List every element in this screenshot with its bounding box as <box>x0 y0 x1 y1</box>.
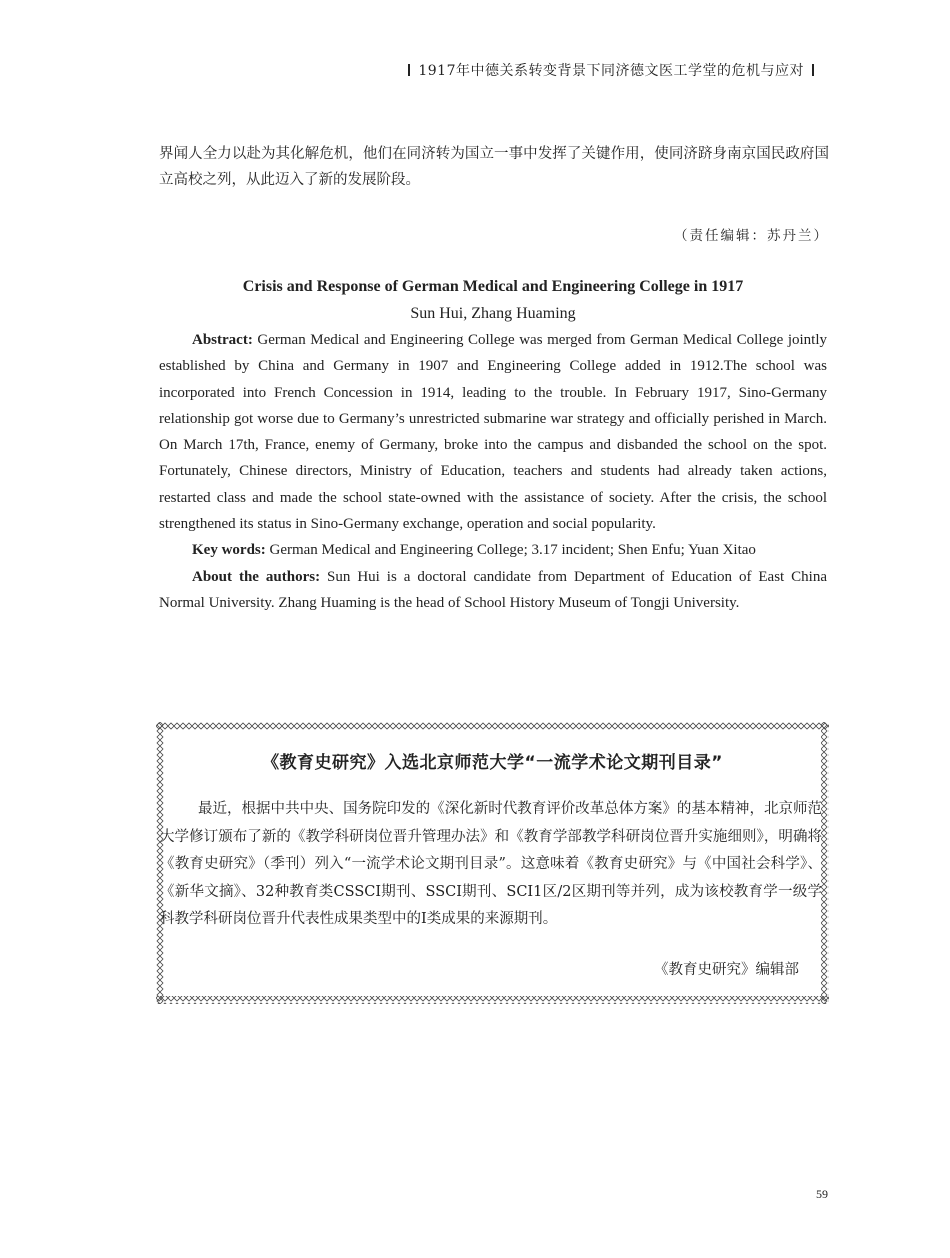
running-title: 1917年中德关系转变背景下同济德文医工学堂的危机与应对 <box>418 63 804 79</box>
keywords-label: Key words: <box>192 542 266 559</box>
responsible-editor-note: （责任编辑：苏丹兰） <box>674 228 829 244</box>
abstract-text: German Medical and Engineering College was merged from German Medical College jointly established by China and Germany in 1907 and Engineering College added in 1912.The school was incorporated into French Concession in 1914, leading to the trouble. In February 1917, Sino-Germany relationship got worse due to Germany’s unrestricted submarine war strategy and officially perished in March. On March 17th, France, enemy of Germany, broke into the campus and disbanded the school on the spot. Fortunately, Chinese directors, Ministry of Education, teachers and students had already taken actions, restarted class and made the school state-owned with the assistance of society. After the crisis, the school strengthened its status in Sino-Germany exchange, operation and social popularity. <box>159 332 827 533</box>
header-left-bar <box>408 64 410 76</box>
notice-title: 《教育史研究》入选北京师范大学“一流学术论文期刊目录” <box>262 753 723 773</box>
abstract-label: Abstract: <box>192 332 253 348</box>
english-title: Crisis and Response of German Medical and Engineering College in 1917 <box>242 278 744 295</box>
english-abstract-block <box>159 327 827 616</box>
about-authors-paragraph <box>159 564 827 617</box>
keywords-paragraph <box>159 537 827 563</box>
notice-signature: 《教育史研究》编辑部 <box>654 962 799 978</box>
about-authors-label: About the authors: <box>192 568 321 585</box>
keywords-text: German Medical and Engineering College; 3.17 incident; Shen Enfu; Yuan Xitao <box>265 542 756 559</box>
chinese-paragraph-end: 界闻人全力以赴为其化解危机，他们在同济转为国立一事中发挥了关键作用，使同济跻身南京国民政府国立高校之列，从此迈入了新的发展阶段。 <box>159 146 829 188</box>
notice-body: 最近，根据中共中央、国务院印发的《深化新时代教育评价改革总体方案》的基本精神，北京师范大学修订颁布了新的《教学科研岗位晋升管理办法》和《教育学部教学科研岗位晋升实施细则》，明确将《教育史研究》（季刊）列入“一流学术论文期刊目录”。这意味着《教育史研究》与《中国社会科学》、《新华文摘》、32种教育类CSSCI期刊、SSCI期刊、SCI1区/2区期刊等并列，成为该校教育学一级学科教学科研岗位晋升代表性成果类型中的I类成果的来源期刊。 <box>160 801 822 927</box>
running-header <box>400 60 822 80</box>
about-authors-text: Sun Hui is a doctoral candidate from Department of Education of East China Normal University. Zhang Huaming is the head of School History Museum of Tongji University. <box>159 568 827 611</box>
abstract-paragraph <box>159 327 827 537</box>
notice-box <box>156 722 829 1004</box>
header-right-bar <box>812 64 814 76</box>
page-number: 59 <box>816 1187 828 1201</box>
english-authors: Sun Hui, Zhang Huaming <box>410 305 576 322</box>
